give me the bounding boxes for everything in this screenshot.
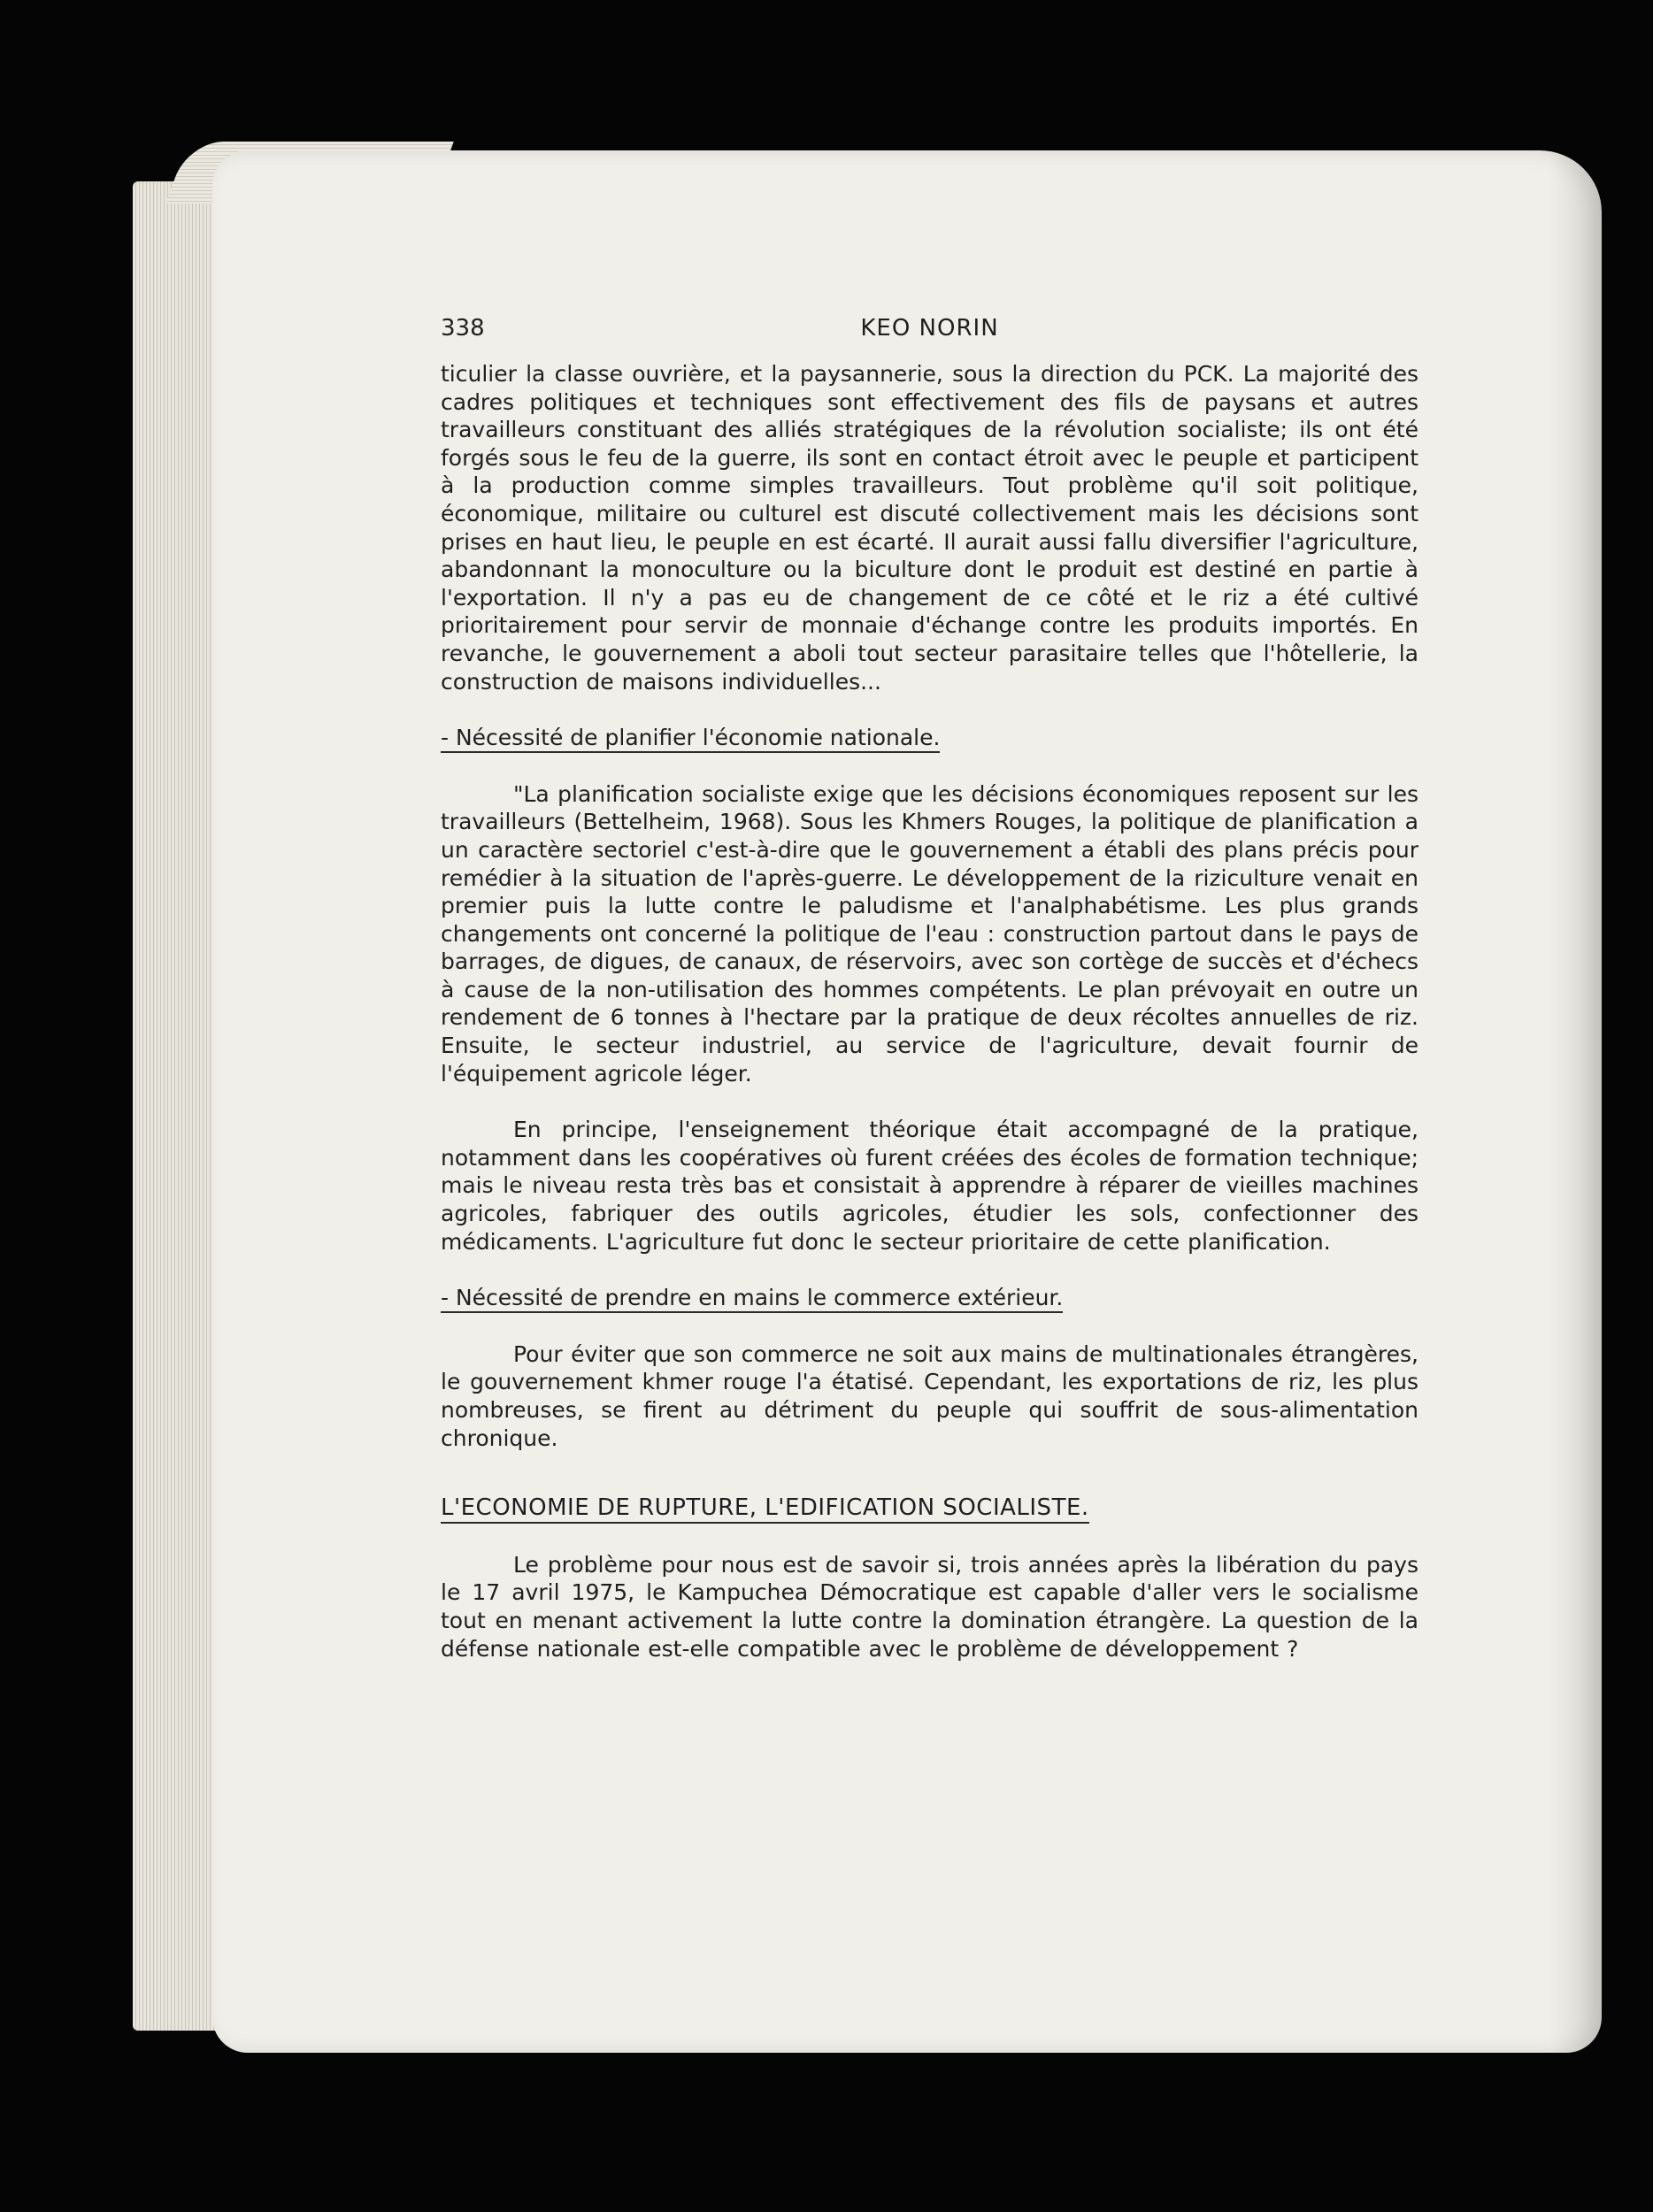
paragraph-1: ticulier la classe ouvrière, et la paysannerie, sous la direction du PCK. La majorité des cadres politiques et techniques sont effectivement des fils de paysans et autres travailleurs constituant des alliés stratégiques de la révolution socialiste; ils ont été forgés sous le feu de la guerre, ils sont en contact étroit avec le peuple et participent à la production comme simples travailleurs. Tout problème qu'il soit politique, économique, militaire ou culturel est discuté collectivement mais les décisions sont prises en haut lieu, le peuple en est écarté. Il aurait aussi fallu diversifier l'agriculture, abandonnant la monoculture ou la biculture dont le produit est destiné en partie à l'exportation. Il n'y a pas eu de changement de ce côté et le riz a été cultivé prioritairement pour servir de monnaie d'échange contre les produits importés. En revanche, le gouvernement a aboli tout secteur parasitaire telles que l'hôtellerie, la construction de maisons individuelles...: [441, 361, 1419, 695]
page-header: [441, 315, 1419, 350]
paragraph-3: En principe, l'enseignement théorique était accompagné de la pratique, notamment dans les coopératives où furent créées des écoles de formation technique; mais le niveau resta très bas et consistait à apprendre à réparer de vieilles machines agricoles, fabriquer des outils agricoles, étudier les sols, confectionner des médicaments. L'agriculture fut donc le secteur prioritaire de cette planification.: [441, 1117, 1419, 1255]
page-content: [441, 315, 1419, 1663]
paragraph-4: Pour éviter que son commerce ne soit aux mains de multinationales étrangères, le gouvernement khmer rouge l'a étatisé. Cependant, les exportations de riz, les plus nombreuses, se firent au détriment du peuple qui souffrit de sous-alimentation chronique.: [441, 1340, 1419, 1451]
running-head: KEO NORIN: [860, 315, 999, 342]
page-curl-shadow: [1549, 150, 1602, 2053]
paragraph-5: Le problème pour nous est de savoir si, trois années après la libération du pays le 17 avril 1975, le Kampuchea Démocratique est capable d'aller vers le socialisme tout en menant activement la lutte contre la domination étrangère. La question de la défense nationale est-elle compatible avec le problème de développement ?: [441, 1551, 1419, 1662]
page-number: 338: [441, 315, 485, 342]
paragraph-2: "La planification socialiste exige que les décisions économiques reposent sur les travailleurs (Bettelheim, 1968). Sous les Khmers Rouges, la politique de planification a un caractère sectoriel c'est-à-dire que le gouvernement a établi des plans précis pour remédier à la situation de l'après-guerre. Le développement de la riziculture venait en premier puis la lutte contre le paludisme et l'analphabétisme. Les plus grands changements ont concerné la politique de l'eau : construction partout dans le pays de barrages, de digues, de canaux, de réservoirs, avec son cortège de succès et d'échecs à cause de la non-utilisation des hommes compétents. Le plan prévoyait en outre un rendement de 6 tonnes à l'hectare par la pratique de deux récoltes annuelles de riz. Ensuite, le secteur industriel, au service de l'agriculture, devait fournir de l'équipement agricole léger.: [441, 780, 1419, 1087]
section-title: L'ECONOMIE DE RUPTURE, L'EDIFICATION SOCIALISTE.: [441, 1494, 1419, 1523]
subheading-planification: - Nécessité de planifier l'économie nationale.: [441, 724, 1419, 752]
subheading-commerce: - Nécessité de prendre en mains le commerce extérieur.: [441, 1284, 1419, 1312]
